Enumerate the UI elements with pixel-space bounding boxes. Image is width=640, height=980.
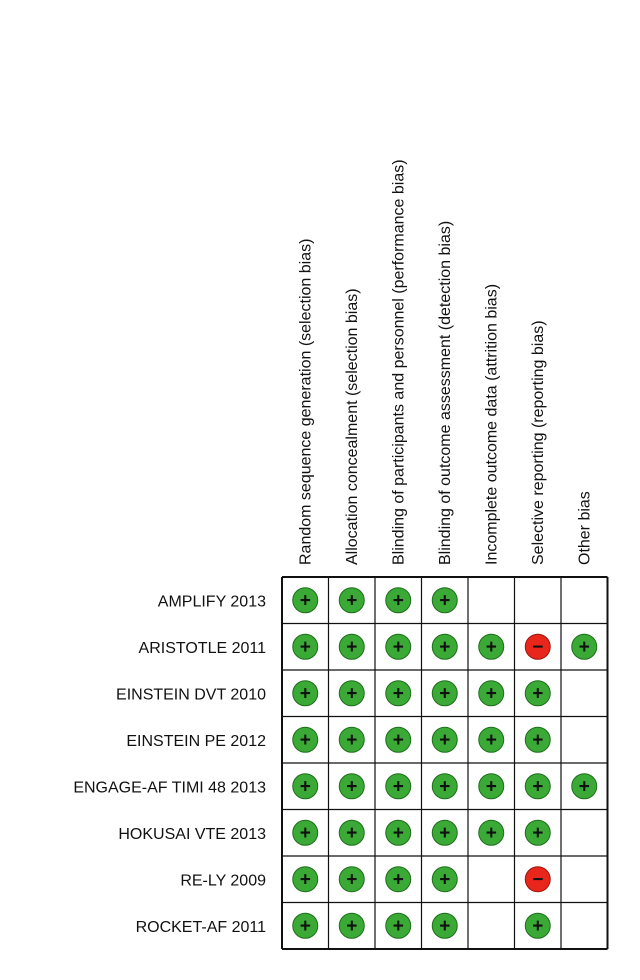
mark-symbol: + [392, 636, 404, 658]
mark-symbol: + [299, 776, 311, 798]
low-risk-mark [572, 774, 597, 799]
low-risk-mark [432, 913, 457, 938]
column-header: Incomplete outcome data (attrition bias) [483, 283, 501, 565]
mark-symbol: + [485, 683, 497, 705]
low-risk-mark [293, 820, 318, 845]
mark-symbol: + [485, 776, 497, 798]
low-risk-mark [432, 588, 457, 613]
low-risk-mark [479, 727, 504, 752]
mark-symbol: + [299, 915, 311, 937]
column-header: Blinding of outcome assessment (detection bias) [436, 220, 454, 565]
mark-symbol: + [392, 915, 404, 937]
column-headers [297, 159, 593, 565]
low-risk-mark [339, 774, 364, 799]
low-risk-mark [339, 727, 364, 752]
low-risk-mark [293, 727, 318, 752]
mark-symbol: + [299, 822, 311, 844]
column-header: Selective reporting (reporting bias) [529, 320, 547, 565]
mark-symbol: + [532, 729, 544, 751]
mark-symbol: + [439, 729, 451, 751]
low-risk-mark [479, 820, 504, 845]
column-header: Blinding of participants and personnel (performance bias) [390, 159, 408, 565]
mark-symbol: + [346, 915, 358, 937]
mark-symbol: + [578, 776, 590, 798]
row-labels [73, 593, 266, 936]
mark-symbol: + [439, 683, 451, 705]
mark-symbol: + [299, 636, 311, 658]
low-risk-mark [386, 634, 411, 659]
mark-symbol: + [439, 776, 451, 798]
column-header: Allocation concealment (selection bias) [343, 288, 361, 565]
row-label: ROCKET-AF 2011 [135, 918, 266, 936]
row-label: AMPLIFY 2013 [157, 593, 266, 611]
mark-symbol: + [439, 915, 451, 937]
mark-symbol: + [392, 869, 404, 891]
mark-symbol: + [346, 869, 358, 891]
low-risk-mark [432, 774, 457, 799]
mark-symbol: + [392, 683, 404, 705]
grid [282, 577, 608, 949]
low-risk-mark [293, 634, 318, 659]
mark-symbol: + [346, 590, 358, 612]
mark-symbol: + [392, 590, 404, 612]
low-risk-mark [525, 820, 550, 845]
mark-symbol: + [439, 636, 451, 658]
low-risk-mark [479, 634, 504, 659]
low-risk-mark [525, 727, 550, 752]
mark-symbol: + [299, 869, 311, 891]
low-risk-mark [432, 681, 457, 706]
mark-symbol: + [346, 776, 358, 798]
low-risk-mark [432, 867, 457, 892]
mark-symbol: + [392, 776, 404, 798]
low-risk-mark [386, 588, 411, 613]
row-label: EINSTEIN PE 2012 [126, 732, 266, 750]
row-label: HOKUSAI VTE 2013 [118, 825, 266, 843]
mark-symbol: + [532, 683, 544, 705]
mark-symbol: + [346, 822, 358, 844]
low-risk-mark [432, 634, 457, 659]
low-risk-mark [339, 913, 364, 938]
low-risk-mark [525, 681, 550, 706]
low-risk-mark [386, 867, 411, 892]
low-risk-mark [293, 774, 318, 799]
mark-symbol: + [532, 776, 544, 798]
mark-symbol: + [485, 636, 497, 658]
mark-symbol: + [299, 683, 311, 705]
low-risk-mark [339, 681, 364, 706]
low-risk-mark [293, 681, 318, 706]
mark-symbol: + [439, 869, 451, 891]
high-risk-mark [525, 867, 550, 892]
row-label: ENGAGE-AF TIMI 48 2013 [73, 779, 266, 797]
low-risk-mark [386, 681, 411, 706]
mark-symbol: + [485, 822, 497, 844]
low-risk-mark [339, 867, 364, 892]
low-risk-mark [432, 820, 457, 845]
low-risk-mark [339, 820, 364, 845]
mark-symbol: + [532, 915, 544, 937]
low-risk-mark [386, 913, 411, 938]
mark-symbol: + [578, 636, 590, 658]
row-label: ARISTOTLE 2011 [138, 639, 266, 657]
low-risk-mark [339, 588, 364, 613]
mark-symbol: + [299, 729, 311, 751]
mark-symbol: − [532, 636, 544, 658]
low-risk-mark [386, 774, 411, 799]
low-risk-mark [525, 774, 550, 799]
low-risk-mark [479, 774, 504, 799]
mark-symbol: + [346, 683, 358, 705]
low-risk-mark [386, 727, 411, 752]
row-label: EINSTEIN DVT 2010 [116, 686, 266, 704]
mark-symbol: + [485, 729, 497, 751]
row-label: RE-LY 2009 [180, 872, 266, 890]
mark-symbol: + [346, 729, 358, 751]
low-risk-mark [572, 634, 597, 659]
mark-symbol: − [532, 869, 544, 891]
low-risk-mark [386, 820, 411, 845]
column-header: Random sequence generation (selection bias) [297, 238, 315, 565]
low-risk-mark [339, 634, 364, 659]
low-risk-mark [432, 727, 457, 752]
mark-symbol: + [439, 590, 451, 612]
column-header: Other bias [576, 491, 594, 565]
low-risk-mark [293, 913, 318, 938]
mark-symbol: + [392, 729, 404, 751]
low-risk-mark [525, 913, 550, 938]
mark-symbol: + [346, 636, 358, 658]
low-risk-mark [479, 681, 504, 706]
mark-symbol: + [532, 822, 544, 844]
mark-symbol: + [439, 822, 451, 844]
mark-symbol: + [392, 822, 404, 844]
high-risk-mark [525, 634, 550, 659]
low-risk-mark [293, 588, 318, 613]
mark-symbol: + [299, 590, 311, 612]
low-risk-mark [293, 867, 318, 892]
